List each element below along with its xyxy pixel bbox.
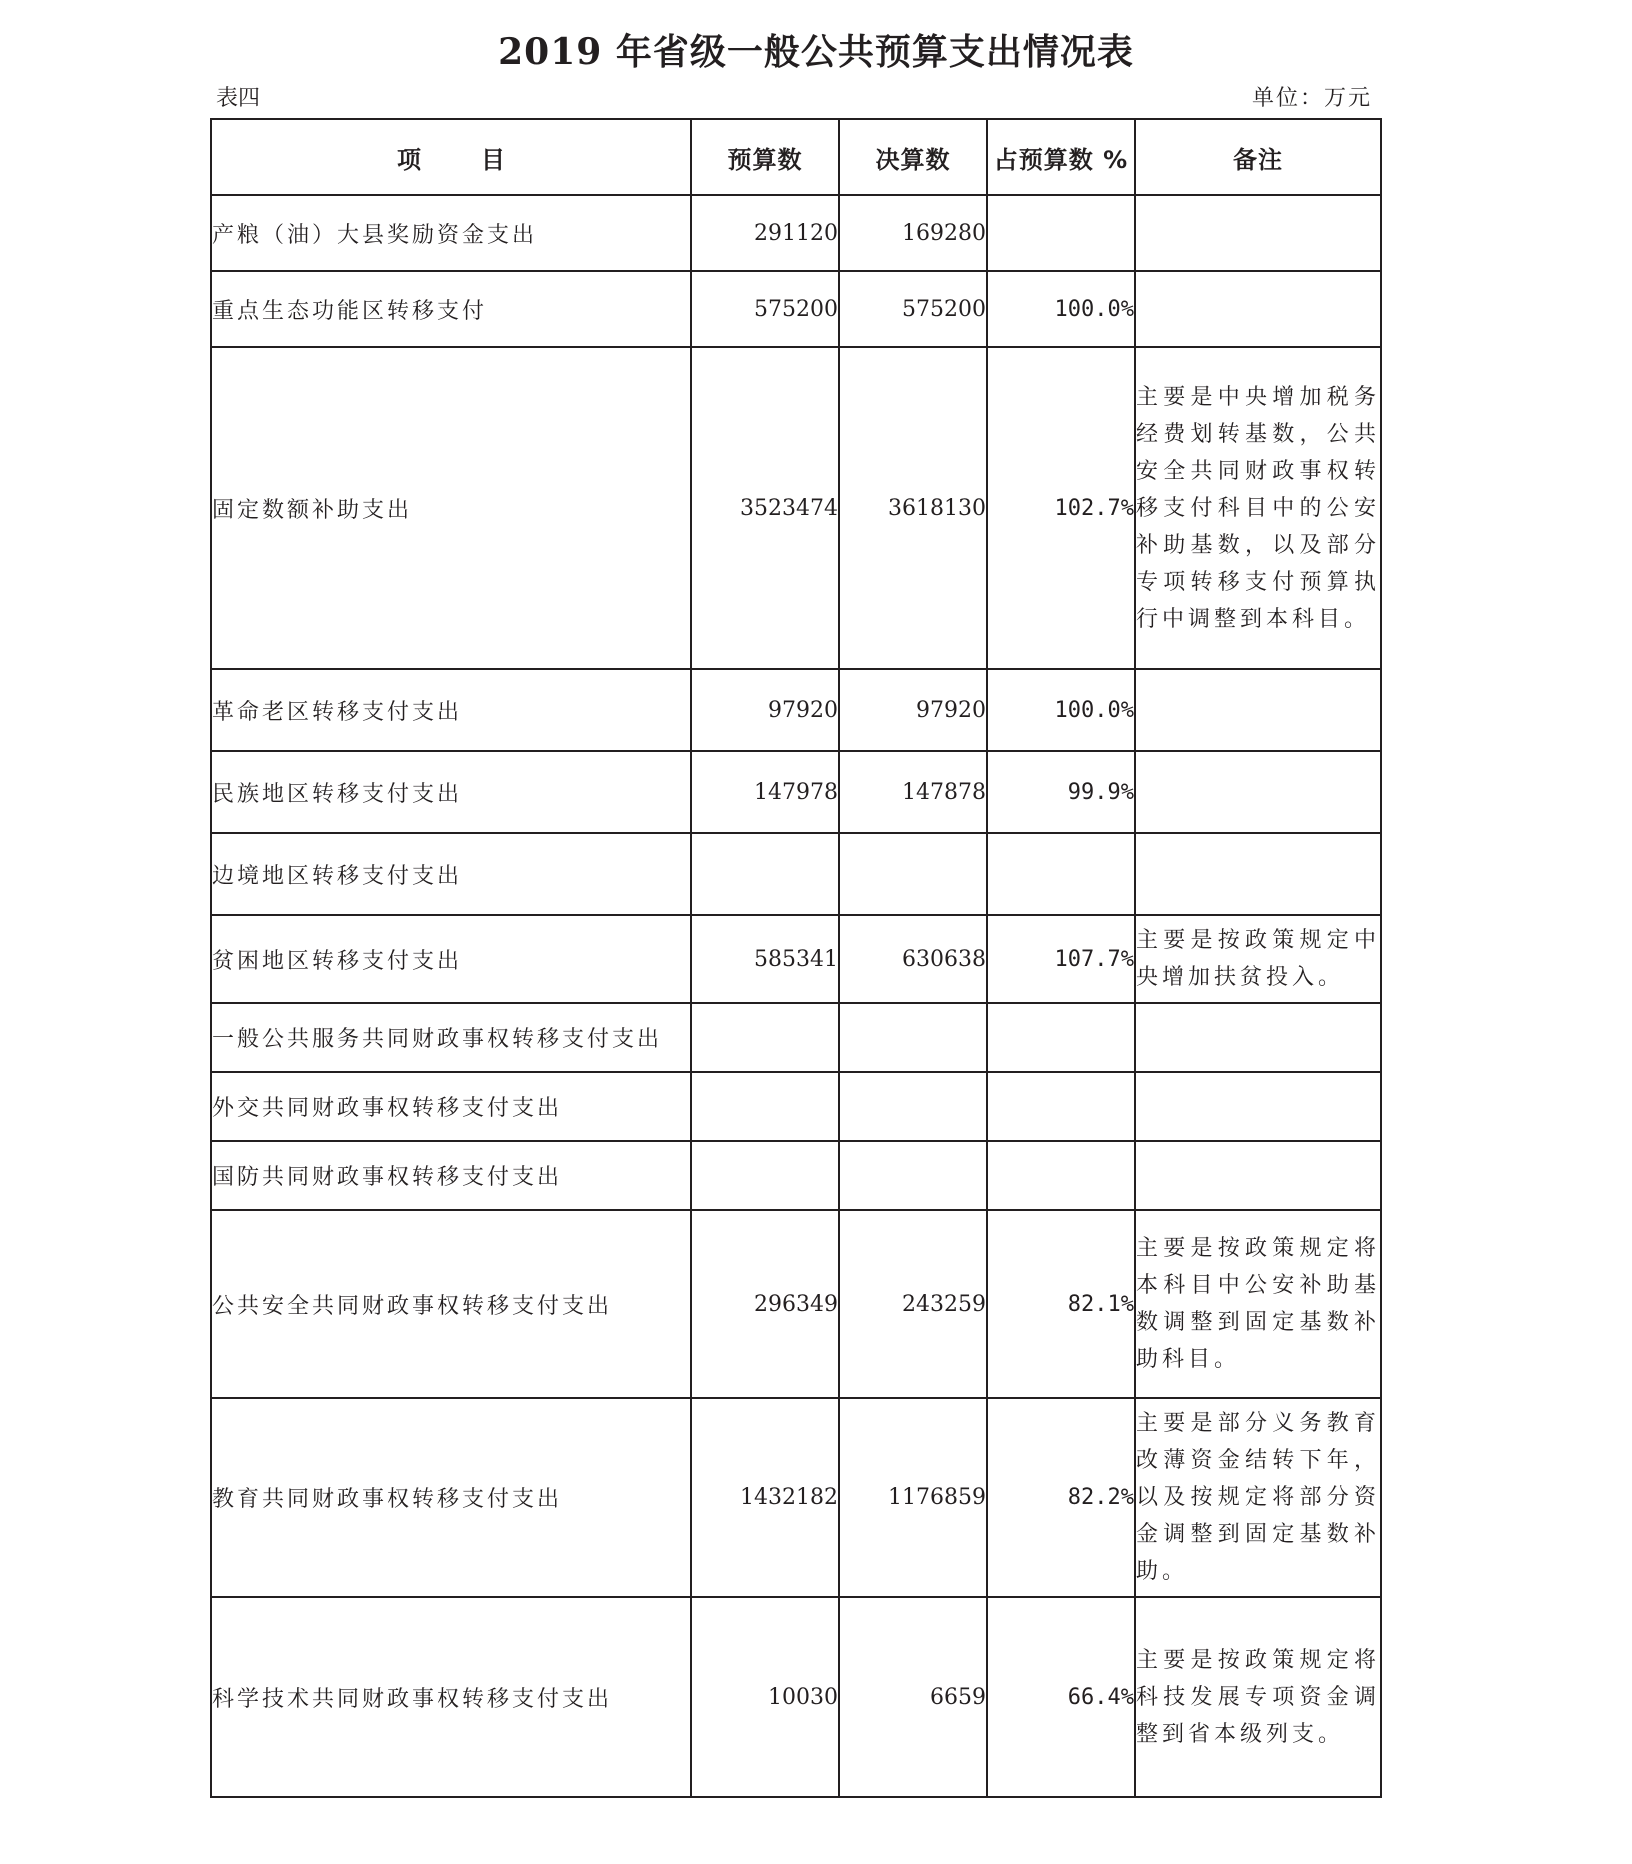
table-row [211, 751, 1381, 833]
cell-percent: 102.7% [987, 347, 1135, 669]
cell-item: 公共安全共同财政事权转移支付支出 [211, 1210, 691, 1398]
cell-budget [691, 1141, 839, 1210]
cell-budget: 147978 [691, 751, 839, 833]
cell-percent: 100.0% [987, 271, 1135, 347]
unit-label: 单位：万元 [1251, 86, 1372, 111]
table-row [211, 1210, 1381, 1398]
table-row [211, 669, 1381, 751]
table-row [211, 271, 1381, 347]
cell-percent: 100.0% [987, 669, 1135, 751]
cell-actual [839, 1072, 987, 1141]
cell-item: 一般公共服务共同财政事权转移支付支出 [211, 1003, 691, 1072]
cell-budget [691, 833, 839, 915]
page-title: 2019 年省级一般公共预算支出情况表 [498, 31, 1134, 73]
cell-budget: 3523474 [691, 347, 839, 669]
table-row [211, 1398, 1381, 1597]
cell-item: 民族地区转移支付支出 [211, 751, 691, 833]
cell-percent: 82.1% [987, 1210, 1135, 1398]
cell-item: 外交共同财政事权转移支付支出 [211, 1072, 691, 1141]
cell-budget: 10030 [691, 1597, 839, 1797]
cell-percent: 107.7% [987, 915, 1135, 1003]
cell-actual: 169280 [839, 195, 987, 271]
table-label: 表四 [216, 86, 261, 111]
table-row [211, 347, 1381, 669]
cell-item: 国防共同财政事权转移支付支出 [211, 1141, 691, 1210]
table-row [211, 1072, 1381, 1141]
cell-percent: 99.9% [987, 751, 1135, 833]
cell-percent: 82.2% [987, 1398, 1135, 1597]
table-header-row [211, 119, 1381, 195]
table-row [211, 195, 1381, 271]
cell-percent [987, 195, 1135, 271]
cell-actual: 630638 [839, 915, 987, 1003]
cell-budget: 291120 [691, 195, 839, 271]
table-row [211, 833, 1381, 915]
cell-note: 主要是按政策规定将本科目中公安补助基数调整到固定基数补助科目。 [1135, 1210, 1381, 1398]
cell-actual: 147878 [839, 751, 987, 833]
cell-note [1135, 195, 1381, 271]
cell-item: 重点生态功能区转移支付 [211, 271, 691, 347]
cell-note [1135, 1141, 1381, 1210]
table-row [211, 915, 1381, 1003]
cell-note: 主要是按政策规定将科技发展专项资金调整到省本级列支。 [1135, 1597, 1381, 1797]
cell-percent [987, 1072, 1135, 1141]
cell-budget: 585341 [691, 915, 839, 1003]
cell-percent [987, 1003, 1135, 1072]
cell-item: 固定数额补助支出 [211, 347, 691, 669]
cell-budget: 1432182 [691, 1398, 839, 1597]
cell-actual: 97920 [839, 669, 987, 751]
column-header-budget: 预算数 [691, 119, 839, 195]
cell-note [1135, 833, 1381, 915]
column-header-item-label: 项目 [397, 145, 565, 174]
table-row [211, 1597, 1381, 1797]
column-header-item [211, 119, 691, 195]
cell-actual [839, 1141, 987, 1210]
cell-actual: 6659 [839, 1597, 987, 1797]
cell-note: 主要是部分义务教育改薄资金结转下年，以及按规定将部分资金调整到固定基数补助。 [1135, 1398, 1381, 1597]
cell-actual [839, 833, 987, 915]
cell-actual: 3618130 [839, 347, 987, 669]
cell-note [1135, 1003, 1381, 1072]
cell-note [1135, 669, 1381, 751]
cell-actual: 243259 [839, 1210, 987, 1398]
cell-budget: 97920 [691, 669, 839, 751]
cell-budget: 296349 [691, 1210, 839, 1398]
cell-budget [691, 1072, 839, 1141]
cell-budget [691, 1003, 839, 1072]
column-header-note: 备注 [1135, 119, 1381, 195]
table-row [211, 1003, 1381, 1072]
cell-item: 产粮（油）大县奖励资金支出 [211, 195, 691, 271]
cell-actual: 575200 [839, 271, 987, 347]
cell-note [1135, 751, 1381, 833]
cell-percent [987, 1141, 1135, 1210]
cell-actual [839, 1003, 987, 1072]
cell-note: 主要是中央增加税务经费划转基数，公共安全共同财政事权转移支付科目中的公安补助基数，以及部分专项转移支付预算执行中调整到本科目。 [1135, 347, 1381, 669]
cell-note: 主要是按政策规定中央增加扶贫投入。 [1135, 915, 1381, 1003]
table-row [211, 1141, 1381, 1210]
budget-table [210, 118, 1382, 1798]
cell-item: 教育共同财政事权转移支付支出 [211, 1398, 691, 1597]
cell-percent: 66.4% [987, 1597, 1135, 1797]
cell-item: 贫困地区转移支付支出 [211, 915, 691, 1003]
cell-actual: 1176859 [839, 1398, 987, 1597]
cell-item: 科学技术共同财政事权转移支付支出 [211, 1597, 691, 1797]
cell-item: 革命老区转移支付支出 [211, 669, 691, 751]
cell-item: 边境地区转移支付支出 [211, 833, 691, 915]
cell-note [1135, 1072, 1381, 1141]
column-header-percent: 占预算数 % [987, 119, 1135, 195]
cell-note [1135, 271, 1381, 347]
column-header-actual: 决算数 [839, 119, 987, 195]
cell-budget: 575200 [691, 271, 839, 347]
cell-percent [987, 833, 1135, 915]
